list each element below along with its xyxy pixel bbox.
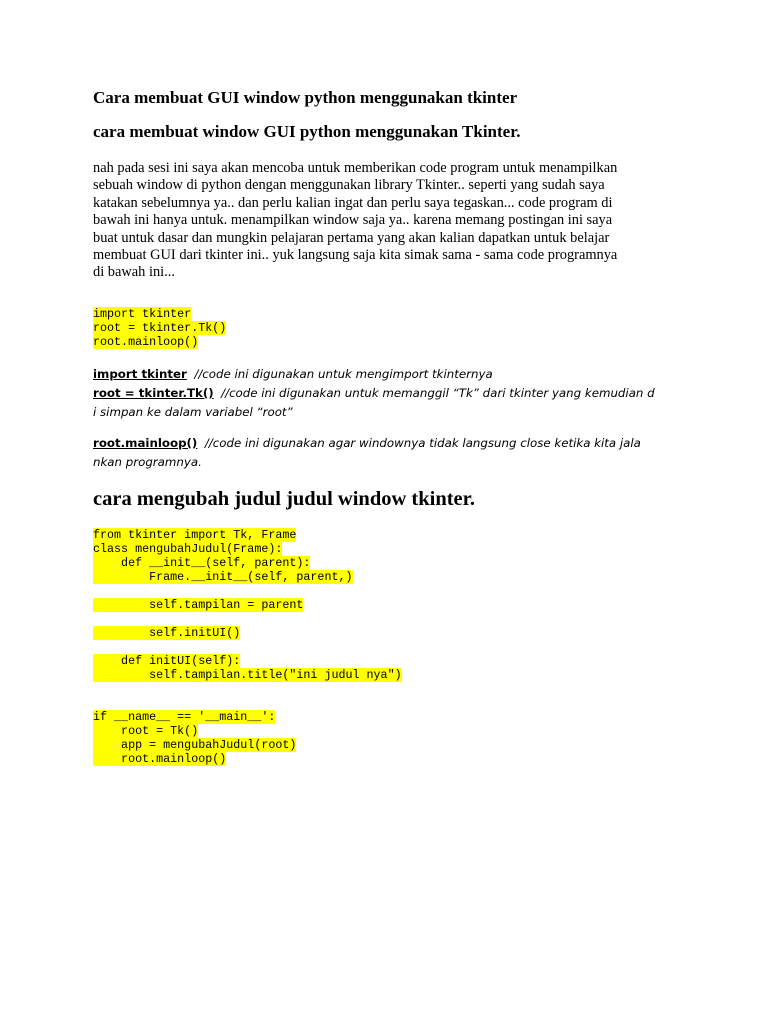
intro-line: membuat GUI dari tkinter ini.. yuk langsung saja kita simak sama - sama code programnya	[93, 247, 618, 264]
section-title: cara membuat window GUI python menggunakan Tkinter.	[93, 122, 521, 141]
code-line: self.initUI()	[93, 626, 241, 640]
code-line: from tkinter import Tk, Frame	[93, 528, 297, 542]
code-line: root = Tk()	[93, 724, 199, 738]
intro-line: sebuah window di python dengan menggunakan library Tkinter.. seperti yang sudah saya	[93, 177, 605, 194]
code-line: self.tampilan = parent	[93, 598, 304, 612]
explanation-import	[93, 365, 493, 384]
code-line: self.tampilan.title("ini judul nya")	[93, 668, 402, 682]
code-line: import tkinter	[93, 307, 192, 321]
code-line: class mengubahJudul(Frame):	[93, 542, 283, 556]
explanation-keyword: root = tkinter.Tk()	[93, 386, 214, 400]
document-title: Cara membuat GUI window python menggunakan tkinter	[93, 88, 518, 107]
code-block-basic	[93, 307, 226, 349]
intro-line: katakan sebelumnya ya.. dan perlu kalian ingat dan perlu saya tegaskan... code program di	[93, 194, 613, 211]
intro-line: buat untuk dasar dan mungkin pelajaran pertama yang akan kalian dapatkan untuk belajar	[93, 229, 610, 246]
explanation-mainloop	[93, 434, 641, 472]
explanation-comment-cont: i simpan ke dalam variabel “root”	[93, 405, 293, 419]
explanation-root	[93, 384, 655, 422]
intro-line: nah pada sesi ini saya akan mencoba untuk memberikan code program untuk menampilkan	[93, 160, 618, 176]
explanation-keyword: root.mainloop()	[93, 436, 198, 450]
code-line: Frame.__init__(self, parent,)	[93, 570, 353, 584]
code-line: root = tkinter.Tk()	[93, 321, 227, 335]
code-line: root.mainloop()	[93, 335, 199, 349]
explanation-comment-cont: nkan programnya.	[93, 455, 202, 469]
intro-line: di bawah ini...	[93, 264, 175, 281]
intro-line: bawah ini hanya untuk. menampilkan window saja ya.. karena memang postingan ini saya	[93, 212, 613, 229]
explanation-keyword: import tkinter	[93, 367, 187, 381]
code-line: def __init__(self, parent):	[93, 556, 311, 570]
explanation-comment: //code ini digunakan untuk memanggil “Tk” dari tkinter yang kemudian d	[221, 386, 655, 400]
code-line: root.mainloop()	[93, 752, 227, 766]
section-heading: cara mengubah judul judul window tkinter.	[93, 488, 476, 510]
code-line: def initUI(self):	[93, 654, 241, 668]
code-line: if __name__ == '__main__':	[93, 710, 276, 724]
explanation-comment: //code ini digunakan untuk mengimport tkinternya	[194, 367, 493, 381]
explanation-comment: //code ini digunakan agar windownya tidak langsung close ketika kita jala	[204, 436, 641, 450]
intro-paragraph	[93, 160, 617, 282]
code-line: app = mengubahJudul(root)	[93, 738, 297, 752]
code-block-title	[93, 528, 402, 766]
